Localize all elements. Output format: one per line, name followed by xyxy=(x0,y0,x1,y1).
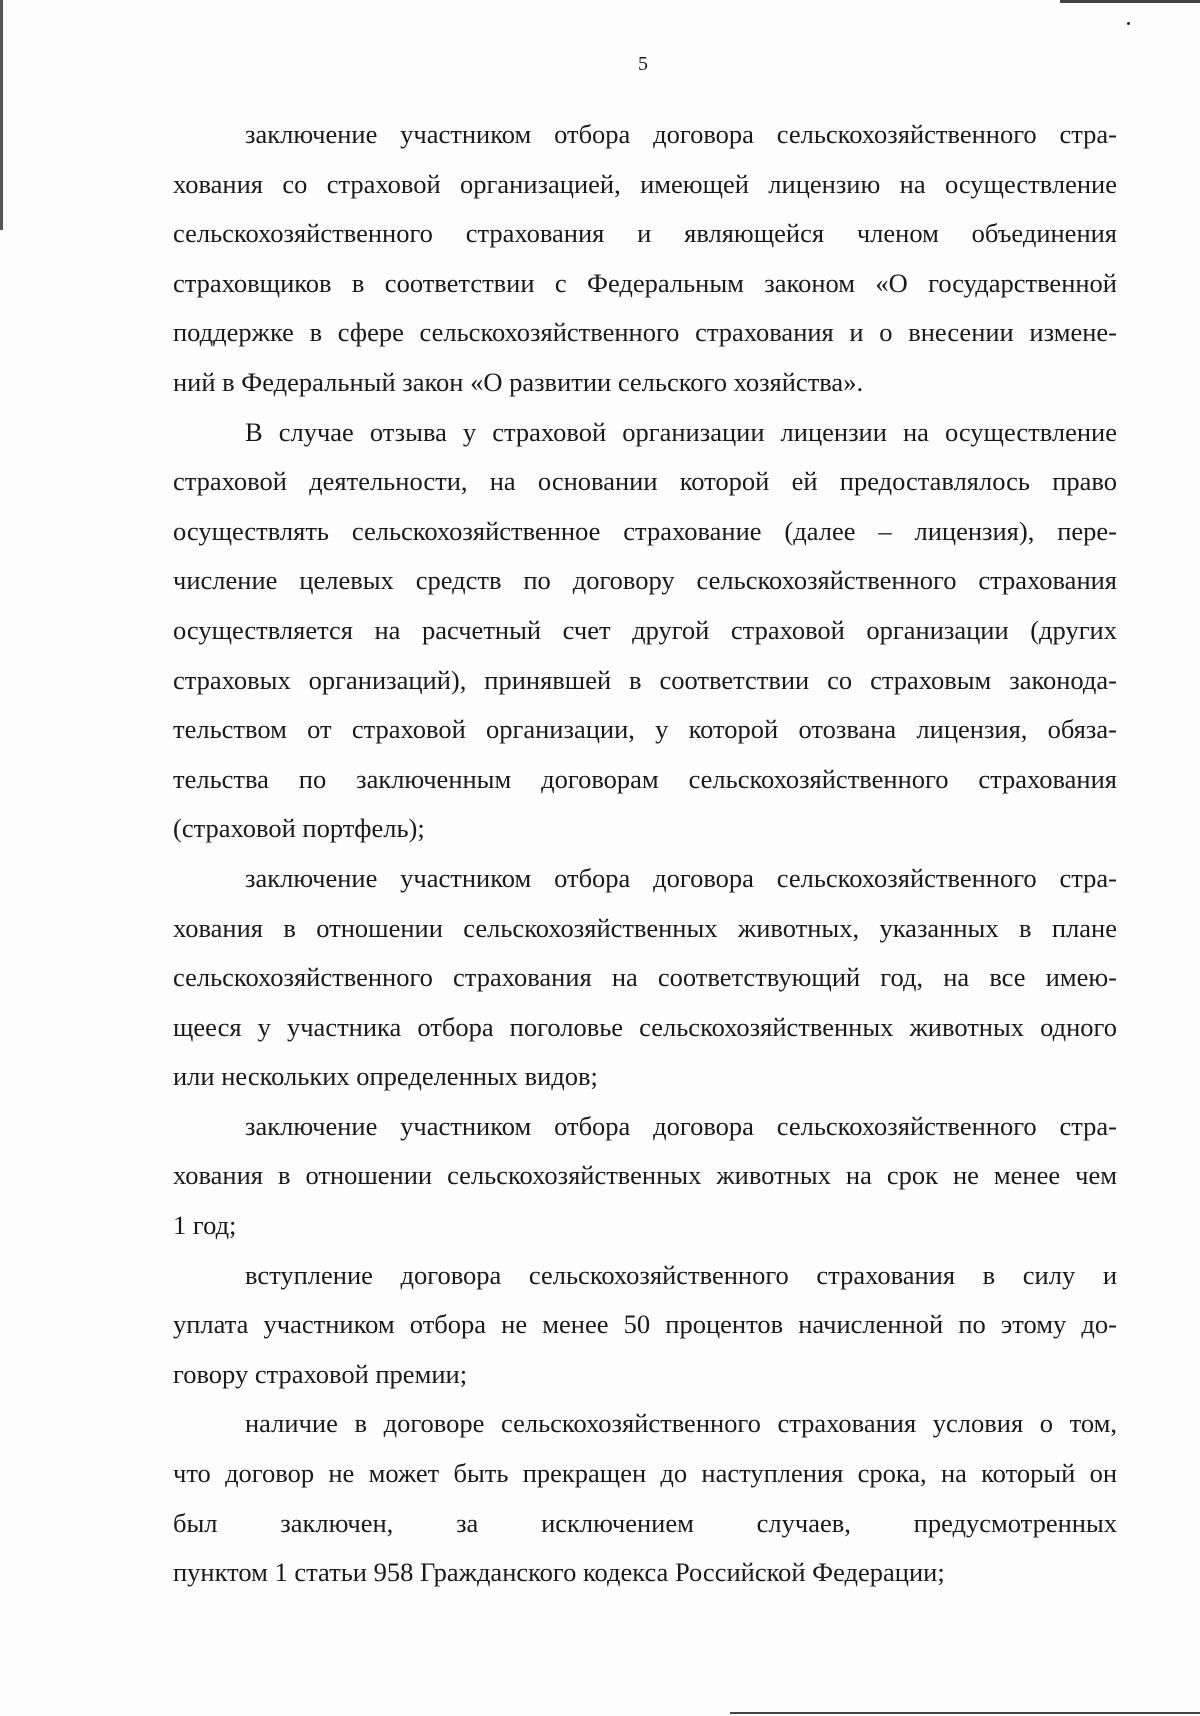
text-line: осуществлять сельскохозяйственное страхование (далее – лицензия), пере- xyxy=(173,515,1117,546)
text-line: хования в отношении сельскохозяйственных животных на срок не менее чем xyxy=(173,1160,1117,1191)
text-line: щееся у участника отбора поголовье сельскохозяйственных животных одного xyxy=(173,1011,1117,1042)
paragraph xyxy=(173,854,1117,1102)
text-line: заключение участником отбора договора сельскохозяйственного стра- xyxy=(245,119,1117,149)
text-line: хования со страховой организацией, имеющей лицензию на осуществление xyxy=(173,168,1117,199)
text-line: говору страховой премии; xyxy=(173,1358,468,1389)
page-number: 5 xyxy=(638,53,648,75)
text-line: страховой деятельности, на основании которой ей предоставлялось право xyxy=(173,466,1117,497)
paragraph xyxy=(173,1251,1117,1400)
paragraph xyxy=(173,408,1117,854)
text-line: (страховой портфель); xyxy=(173,813,425,844)
paragraph xyxy=(173,110,1117,408)
text-line: В случае отзыва у страховой организации лицензии на осуществление xyxy=(245,416,1117,447)
text-line: страховых организаций), принявшей в соответствии со страховым законода- xyxy=(173,664,1117,695)
text-line: 1 год; xyxy=(173,1210,237,1241)
scan-edge-left xyxy=(0,0,3,1716)
text-line: или нескольких определенных видов; xyxy=(173,1061,598,1092)
text-line: что договор не может быть прекращен до наступления срока, на который он xyxy=(173,1458,1117,1489)
text-line: заключение участником отбора договора сельскохозяйственного стра- xyxy=(245,1110,1117,1141)
text-line: осуществляется на расчетный счет другой страховой организации (других xyxy=(173,614,1117,645)
paragraph xyxy=(173,1102,1117,1251)
document-body xyxy=(173,110,1117,1598)
scan-edge-bottom xyxy=(730,1712,1200,1714)
text-line: страховщиков в соответствии с Федеральным законом «О государственной xyxy=(173,267,1117,298)
text-line: хования в отношении сельскохозяйственных животных, указанных в плане xyxy=(173,912,1117,943)
scan-edge-top xyxy=(1060,0,1200,3)
text-line: наличие в договоре сельскохозяйственного страхования условия о том, xyxy=(245,1408,1117,1439)
paragraph xyxy=(173,1399,1117,1597)
text-line: сельскохозяйственного страхования и являющейся членом объединения xyxy=(173,218,1117,249)
text-line: числение целевых средств по договору сельскохозяйственного страхования xyxy=(173,565,1117,596)
text-line: был заключен, за исключением случаев, предусмотренных xyxy=(173,1507,1117,1538)
text-line: заключение участником отбора договора сельскохозяйственного стра- xyxy=(245,862,1117,893)
text-line: тельства по заключенным договорам сельскохозяйственного страхования xyxy=(173,763,1117,794)
text-line: вступление договора сельскохозяйственного страхования в силу и xyxy=(245,1259,1117,1290)
text-line: уплата участником отбора не менее 50 процентов начисленной по этому до- xyxy=(173,1309,1117,1340)
text-line: поддержке в сфере сельскохозяйственного страхования и о внесении измене- xyxy=(173,317,1117,348)
text-line: пунктом 1 статьи 958 Гражданского кодекса Российской Федерации; xyxy=(173,1557,945,1588)
text-line: сельскохозяйственного страхования на соответствующий год, на все имею- xyxy=(173,962,1117,993)
text-line: тельством от страховой организации, у которой отозвана лицензия, обяза- xyxy=(173,714,1117,745)
scan-speck xyxy=(1127,22,1130,25)
text-line: ний в Федеральный закон «О развитии сельского хозяйства». xyxy=(173,366,864,397)
